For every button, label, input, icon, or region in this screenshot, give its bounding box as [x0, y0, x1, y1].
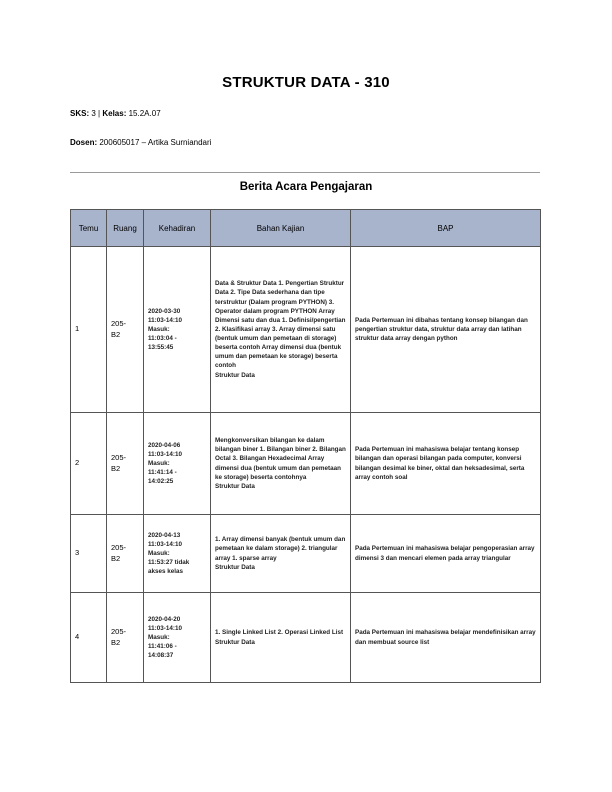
bahan-kajian-cell: 1. Single Linked List 2. Operasi Linked List Struktur Data: [211, 593, 351, 683]
header-bahan-kajian: Bahan Kajian: [211, 210, 351, 247]
table-row: [71, 413, 541, 515]
dosen-value: 200605017 – Artika Surniandari: [99, 138, 212, 147]
header-ruang: Ruang: [107, 210, 144, 247]
kehadiran-cell: 2020-04-20 11:03-14:10 Masuk: 11:41:06 - 14:08:37: [144, 593, 211, 683]
bap-cell: Pada Pertemuan ini mahasiswa belajar tentang konsep bilangan dan operasi bilangan pada computer, konversi bilangan desimal ke biner, oktal dan heksadesimal, serta array contoh soal: [351, 413, 541, 515]
sks-label: SKS:: [70, 109, 90, 118]
table-row: [71, 515, 541, 593]
bap-cell: Pada Pertemuan ini mahasiswa belajar mendefinisikan array dan membuat source list: [351, 593, 541, 683]
bahan-kajian-cell: 1. Array dimensi banyak (bentuk umum dan pemetaan ke dalam storage) 2. triangular array 1. sparse array Struktur Data: [211, 515, 351, 593]
table-row: [71, 247, 541, 413]
bahan-kajian-cell: Data & Struktur Data 1. Pengertian Struktur Data 2. Tipe Data sederhana dan tipe terstruktur (Dalam program PYTHON) 3. Operator dalam program PYTHON Array Dimensi satu dan dua 1. Definisi/pengertian 2. Klasifikasi array 3. Array dimensi satu (bentuk umum dan pemetaan di storage) beserta contoh Array dimensi dua (bentuk umum dan pemetaan ke storage) beserta contoh Struktur Data: [211, 247, 351, 413]
teaching-record-table: [70, 209, 541, 683]
table-row: [71, 593, 541, 683]
sks-value: 3: [91, 109, 96, 118]
ruang-cell: 205- B2: [107, 593, 144, 683]
document-title: STRUKTUR DATA - 310: [222, 74, 390, 91]
temu-cell: 3: [71, 515, 107, 593]
header-temu: Temu: [71, 210, 107, 247]
horizontal-divider: [70, 172, 540, 173]
bahan-kajian-cell: Mengkonversikan bilangan ke dalam bilangan biner 1. Bilangan biner 2. Bilangan Octal 3. Bilangan Hexadecimal Array dimensi dua (bentuk umum dan pemetaan ke storage) beserta contohnya Struktur Data: [211, 413, 351, 515]
kelas-value: 15.2A.07: [128, 109, 161, 118]
section-subtitle: Berita Acara Pengajaran: [239, 181, 373, 193]
kehadiran-cell: 2020-04-13 11:03-14:10 Masuk: 11:53:27 tidak akses kelas: [144, 515, 211, 593]
temu-cell: 4: [71, 593, 107, 683]
meta-separator: |: [98, 109, 101, 118]
kehadiran-cell: 2020-04-06 11:03-14:10 Masuk: 11:41:14 - 14:02:25: [144, 413, 211, 515]
ruang-cell: 205- B2: [107, 413, 144, 515]
kelas-label: Kelas:: [102, 109, 127, 118]
lecturer-meta: [70, 138, 211, 147]
ruang-cell: 205- B2: [107, 515, 144, 593]
header-bap: BAP: [351, 210, 541, 247]
course-meta: [70, 109, 161, 118]
dosen-label: Dosen:: [70, 138, 98, 147]
bap-cell: Pada Pertemuan ini dibahas tentang konsep bilangan dan pengertian struktur data, struktur data array dan latihan struktur data array dengan python: [351, 247, 541, 413]
temu-cell: 1: [71, 247, 107, 413]
header-kehadiran: Kehadiran: [144, 210, 211, 247]
kehadiran-cell: 2020-03-30 11:03-14:10 Masuk: 11:03:04 - 13:55:45: [144, 247, 211, 413]
temu-cell: 2: [71, 413, 107, 515]
ruang-cell: 205- B2: [107, 247, 144, 413]
table-header-row: [71, 210, 541, 247]
bap-cell: Pada Pertemuan ini mahasiswa belajar pengoperasian array dimensi 3 dan mencari elemen pada array triangular: [351, 515, 541, 593]
